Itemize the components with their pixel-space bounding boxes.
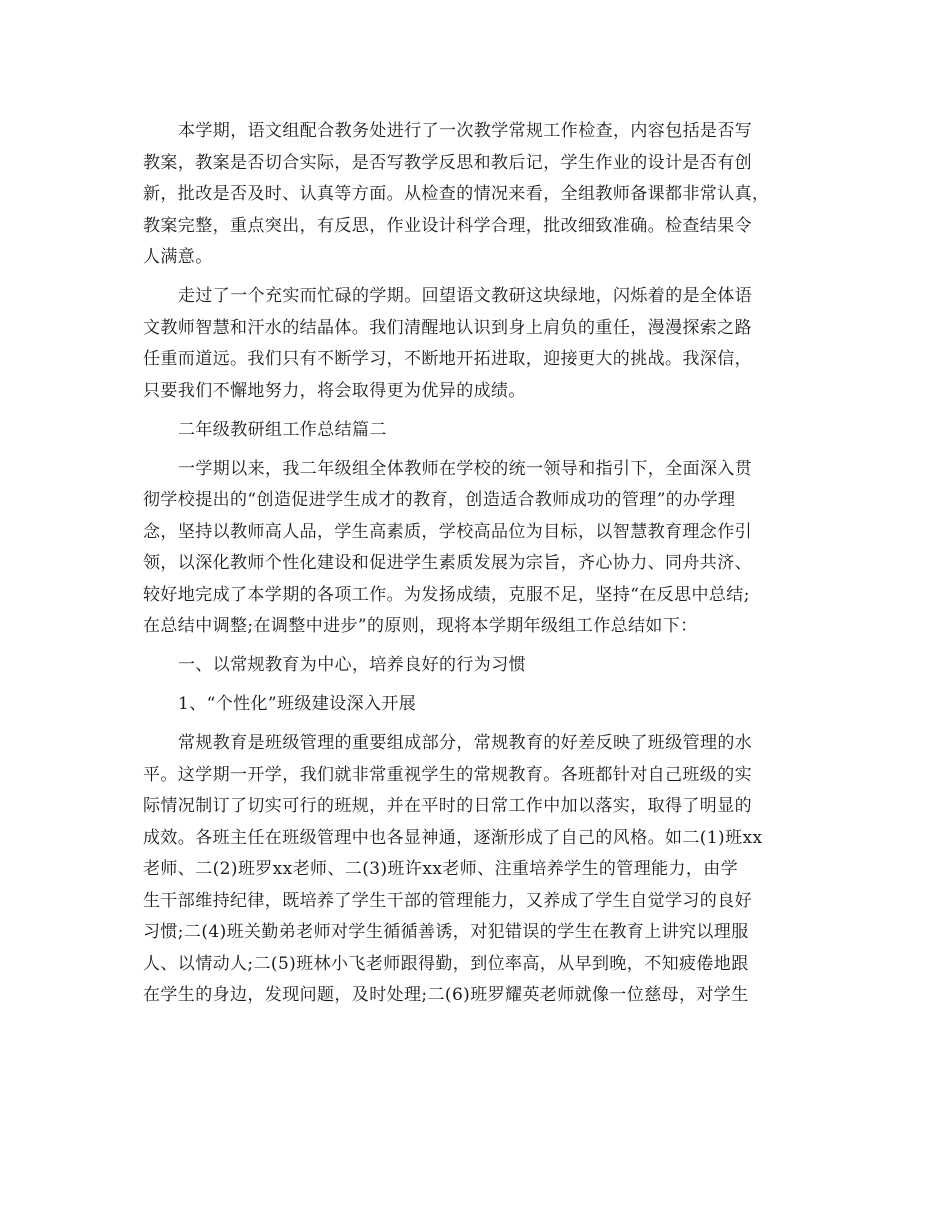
heading-routine-education: 一、以常规教育为中心，培养良好的行为习惯	[178, 655, 526, 675]
section-title-part-two: 二年级教研组工作总结篇二	[178, 419, 387, 440]
paragraph-inspection: 本学期，语文组配合教务处进行了一次教学常规工作检查，内容包括是否写 教案，教案是否切合实际，是否写教学反思和教后记，学生作业的设计是否有创 新，批改是否及时、认真等方面。从检查的情况来看，全组教师备课都非常认真， 教案完整，重点突出，有反思，作业设计科学合理，批改细致准确。检查结果令 人满意。	[143, 121, 770, 267]
paragraph-grade-two-intro: 一学期以来，我二年级组全体教师在学校的统一领导和指引下，全面深入贯 彻学校提出的“创造促进学生成才的教育，创造适合教师成功的管理”的办学理 念，坚持以教师高人品，学生高素质，学校高品位为目标，以智慧教育理念作引 领，以深化教师个性化建设和促进学生素质发展为宗旨，齐心协力、同舟共济、 较好地完成了本学期的各项工作。为发扬成绩，克服不足，坚持“在反思中总结; 在总结中调整;在调整中进步”的原则，现将本学期年级组工作总结如下：	[143, 458, 753, 636]
paragraph-routine-education: 常规教育是班级管理的重要组成部分，常规教育的好差反映了班级管理的水 平。这学期一开学，我们就非常重视学生的常规教育。各班都针对自己班级的实 际情况制订了切实可行的班规，并在平时的日常工作中加以落实，取得了明显的 成效。各班主任在班级管理中也各显神通，逐渐形成了自己的风格。如二(1)班xx 老师、二(2)班罗xx老师、二(3)班许xx老师、注重培养学生的管理能力，由学 生干部维持纪律，既培养了学生干部的管理能力，又养成了学生自觉学习的良好 习惯;二(4)班关勤弟老师对学生循循善诱，对犯错误的学生在教育上讲究以理服 人、以情动人;二(5)班林小飞老师跟得勤，到位率高，从早到晚，不知疲倦地跟 在学生的身边，发现问题，及时处理;二(6)班罗耀英老师就像一位慈母，对学生	[143, 733, 763, 1005]
document-body	[143, 116, 809, 1019]
paragraph-semester-review: 走过了一个充实而忙碌的学期。回望语文教研这块绿地，闪烁着的是全体语 文教师智慧和汗水的结晶体。我们清醒地认识到身上肩负的重任，漫漫探索之路 任重而道远。我们只有不断学习，不断地开拓进取，迎接更大的挑战。我深信， 只要我们不懈地努力，将会取得更为优异的成绩。	[143, 286, 753, 401]
subheading-class-building: 1、“个性化”班级建设深入开展	[178, 694, 417, 714]
